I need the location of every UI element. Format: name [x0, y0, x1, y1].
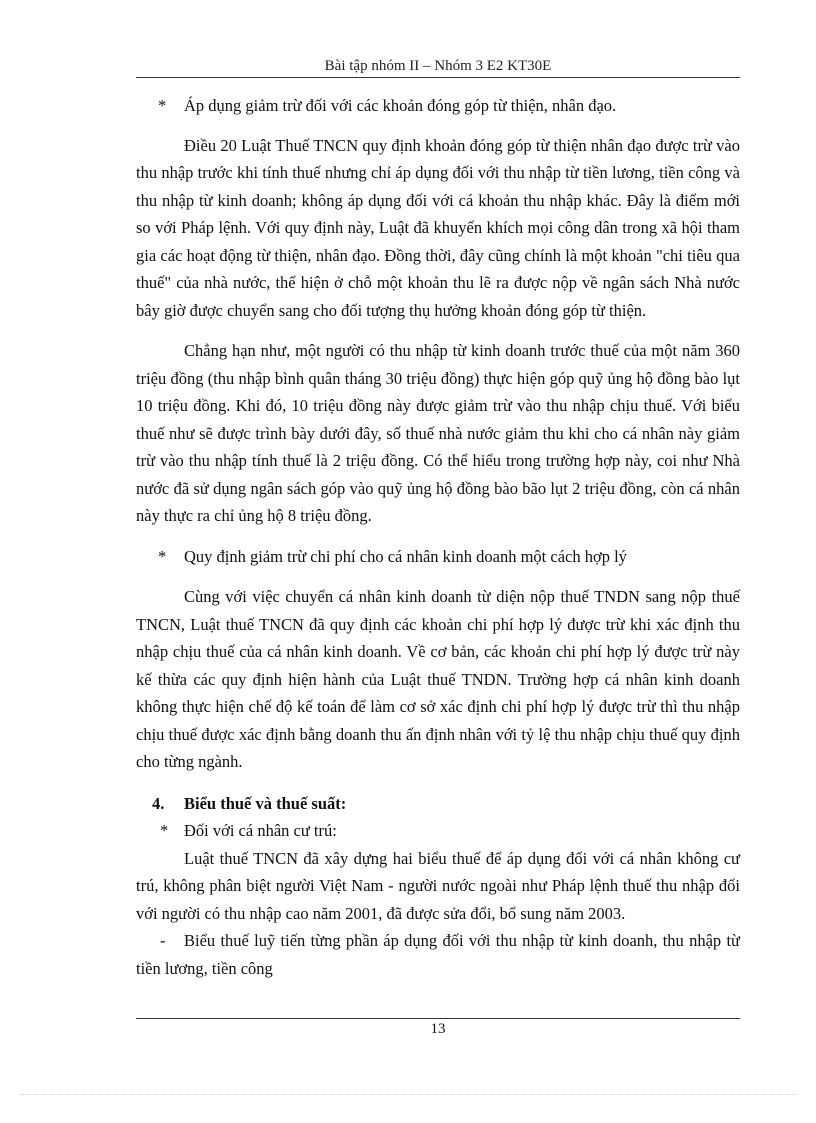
charity-title: Áp dụng giảm trừ đối với các khoản đóng góp từ thiện, nhân đạo.	[184, 96, 617, 115]
footer-divider	[136, 1018, 740, 1019]
progressive-tax-text: Biểu thuế luỹ tiến từng phần áp dụng đối với thu nhập từ kinh doanh, thu nhập từ tiền lương, tiền công	[136, 931, 740, 978]
page-number: 13	[430, 1021, 446, 1037]
bullet-star: *	[160, 821, 169, 840]
charity-bullet	[136, 92, 740, 120]
page-header-title: Bài tập nhóm II – Nhóm 3 E2 KT30E	[324, 58, 552, 74]
bullet-star: *	[158, 546, 167, 566]
charity-paragraph-2: Chẳng hạn như, một người có thu nhập từ kinh doanh trước thuế của một năm 360 triệu đồng (thu nhập bình quân tháng 30 triệu đồng) thực hiện góp quỹ ủng hộ đồng bào lụt 10 triệu đồng. Khi đó, 10 triệu đồng này được giảm trừ vào thu nhập chịu thuế. Với biểu thuế như sẽ được trình bày dưới đây, số thuế nhà nước giảm thu khi cho cá nhân này giảm trừ vào thu nhập tính thuế là 2 triệu đồng. Có thể hiểu trong trường hợp này, coi như Nhà nước đã sử dụng ngân sách góp vào quỹ ủng hộ đồng bào bão lụt 2 triệu đồng, còn cá nhân này thực ra chỉ ủng hộ 8 triệu đồng.	[136, 341, 740, 525]
charity-paragraph-1: Điều 20 Luật Thuế TNCN quy định khoản đóng góp từ thiện nhân đạo được trừ vào thu nhập trước khi tính thuế nhưng chỉ áp dụng đối với thu nhập từ tiền lương, tiền công và thu nhập từ kinh doanh; không áp dụng đối với cá khoản thu nhập khác. Đây là điểm mới so với Pháp lệnh. Với quy định này, Luật đã khuyến khích mọi công dân trong xã hội tham gia các hoạt động từ thiện, nhân đạo. Đồng thời, đây cũng chính là một khoản "chi tiêu qua thuế" của nhà nước, thể hiện ở chỗ một khoản thu lẽ ra được nộp về ngân sách Nhà nước bây giờ được chuyển sang cho đối tượng thụ hưởng khoản đóng góp từ thiện.	[136, 135, 740, 320]
cost-title: Quy định giảm trừ chi phí cho cá nhân kinh doanh một cách hợp lý	[184, 546, 627, 566]
bullet-dash: -	[160, 931, 166, 950]
section-4-title: Biểu thuế và thuế suất:	[184, 793, 347, 813]
cost-paragraph: Cùng với việc chuyển cá nhân kinh doanh từ diện nộp thuế TNDN sang nộp thuế TNCN, Luật thuế TNCN đã quy định các khoản chi phí hợp lý được trừ khi xác định thu nhập chịu thuế của cá nhân kinh doanh. Về cơ bản, các khoản chi phí hợp lý được trừ này kế thừa các quy định hiện hành của Luật thuế TNDN. Trường hợp cá nhân kinh doanh không thực hiện chế độ kế toán để làm cơ sở xác định chi phí hợp lý được trừ thì thu nhập chịu thuế được xác định bằng doanh thu ấn định nhân với tỷ lệ thu nhập chịu thuế quy định cho từng ngành.	[136, 587, 740, 771]
header-divider	[136, 77, 740, 78]
bullet-star: *	[158, 96, 167, 115]
resident-title: Đối với cá nhân cư trú:	[184, 821, 337, 840]
section-4-number: 4.	[152, 793, 165, 813]
page-bottom-dotted-line	[20, 1094, 796, 1095]
resident-bullet	[136, 817, 740, 845]
section-4-heading	[136, 790, 740, 818]
progressive-tax-item	[136, 927, 740, 982]
resident-paragraph: Luật thuế TNCN đã xây dựng hai biểu thuế để áp dụng đối với cá nhân không cư trú, không phân biệt người Việt Nam - người nước ngoài như Pháp lệnh thuế thu nhập đối với người có thu nhập cao năm 2001, đã được sửa đổi, bổ sung năm 2003.	[136, 848, 740, 923]
document-body	[136, 92, 740, 982]
cost-bullet	[136, 543, 740, 571]
